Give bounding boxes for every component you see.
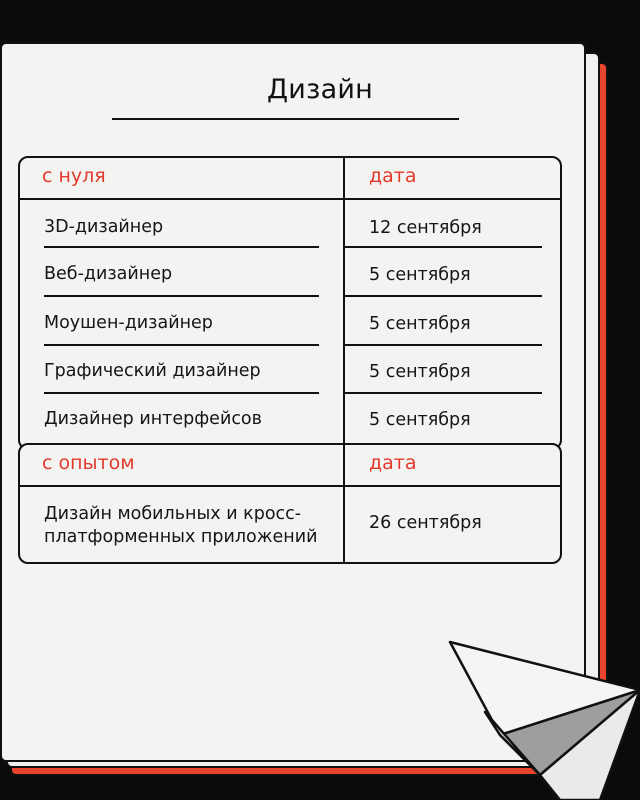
experienced-date-header: дата [369, 452, 417, 474]
experienced-header: с опытом [42, 452, 135, 474]
course-date: 26 сентября [369, 513, 482, 533]
course-date: 12 сентября [369, 218, 482, 238]
experienced-table [18, 443, 562, 564]
row-divider [44, 246, 319, 248]
column-divider [343, 445, 345, 562]
row-divider [345, 295, 542, 297]
course-name-line2: платформенных приложений [44, 527, 318, 547]
course-name: Дизайнер интерфейсов [44, 409, 262, 429]
course-date: 5 сентября [369, 362, 471, 382]
row-divider [345, 246, 542, 248]
course-date: 5 сентября [369, 410, 471, 430]
row-divider [345, 344, 542, 346]
course-name: Графический дизайнер [44, 361, 261, 381]
row-divider [345, 392, 542, 394]
row-divider [44, 344, 319, 346]
row-divider [44, 392, 319, 394]
course-name: 3D-дизайнер [44, 217, 164, 237]
title-underline [112, 118, 459, 120]
beginner-table [18, 156, 562, 450]
paper-plane-icon [440, 630, 640, 800]
course-name: Веб-дизайнер [44, 264, 173, 284]
course-date: 5 сентября [369, 314, 471, 334]
course-name-line1: Дизайн мобильных и кросс- [44, 504, 302, 524]
row-divider [44, 295, 319, 297]
course-name: Моушен-дизайнер [44, 313, 213, 333]
course-date: 5 сентября [369, 265, 471, 285]
beginner-date-header: дата [369, 165, 417, 187]
beginner-header: с нуля [42, 165, 106, 187]
column-divider [343, 158, 345, 448]
page-title: Дизайн [267, 74, 373, 105]
